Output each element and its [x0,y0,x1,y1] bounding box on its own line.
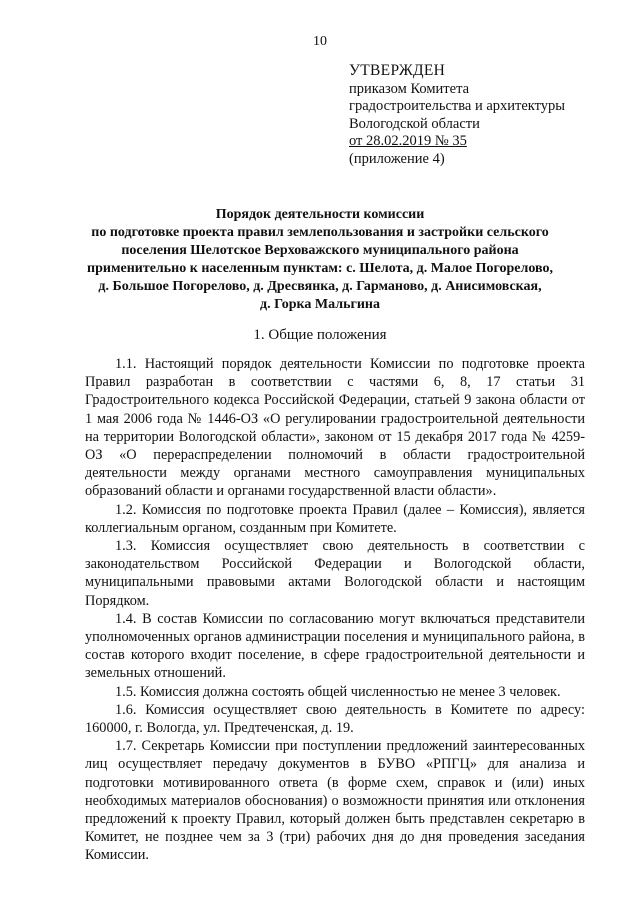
paragraph: 1.3. Комиссия осуществляет свою деятельность в соответствии с законодательством Российской Федерации и Вологодской области, муниципальными правовыми актами Вологодской области и настоящим Порядком. [85,538,585,609]
document-body [85,355,585,865]
document-title [50,206,590,314]
approval-appendix: (приложение 4) [349,150,445,167]
paragraph: 1.1. Настоящий порядок деятельности Комиссии по подготовке проекта Правил разработан в соответствии с частями 6, 8, 17 статьи 31 Градостроительного кодекса Российской Федерации, статьей 9 закона области от 1 мая 2006 года № 1446-ОЗ «О регулировании градостроительной деятельности на территории Вологодской области», законом от 15 декабря 2017 года № 4259-ОЗ «О перераспределении полномочий в области градостроительной деятельности между органами местного самоуправления муниципальных образований области и органами государственной власти области». [85,356,585,500]
title-line: д. Большое Погорелово, д. Дресвянка, д. Гарманово, д. Анисимовская, [98,279,542,294]
page-number: 10 [313,34,327,49]
paragraph: 1.2. Комиссия по подготовке проекта Правил (далее – Комиссия), является коллегиальным органом, созданным при Комитете. [85,501,585,536]
approval-order-date: от 28.02.2019 № 35 [349,133,467,149]
section-heading: 1. Общие положения [253,327,387,343]
title-line: по подготовке проекта правил землепользования и застройки сельского [91,225,549,240]
title-line: д. Горка Мальгина [260,297,380,312]
approval-line: приказом Комитета [349,80,470,97]
title-line: применительно к населенным пунктам: с. Шелота, д. Малое Погорелово, [87,261,553,276]
approval-block [349,62,565,168]
title-line: поселения Шелотское Верховажского муниципального района [121,243,519,258]
paragraph: 1.7. Секретарь Комиссии при поступлении предложений заинтересованных лиц осуществляет передачу документов в БУВО «РПГЦ» для анализа и подготовки мотивированного ответа (в форме схем, справок и (или) иных необходимых материалов обоснования) о возможности принятия или отклонения предложений к проекту Правил, который должен быть представлен секретарю в Комитет, не позднее чем за 3 (три) рабочих дня до дня проведения заседания Комиссии. [85,738,585,864]
paragraph: 1.6. Комиссия осуществляет свою деятельность в Комитете по адресу: 160000, г. Вологда, ул. Предтеченская, д. 19. [85,701,585,737]
approval-heading: УТВЕРЖДЕН [349,62,446,79]
paragraph: 1.4. В состав Комиссии по согласованию могут включаться представители уполномоченных органов администрации поселения и муниципального района, в состав которого входит поселение, в сфере градостроительной деятельности и земельных отношений. [85,610,585,682]
title-line: Порядок деятельности комиссии [215,207,425,222]
approval-line: Вологодской области [349,115,480,132]
paragraph: 1.5. Комиссия должна состоять общей численностью не менее 3 человек. [115,683,561,700]
approval-line: градостроительства и архитектуры [349,98,566,114]
